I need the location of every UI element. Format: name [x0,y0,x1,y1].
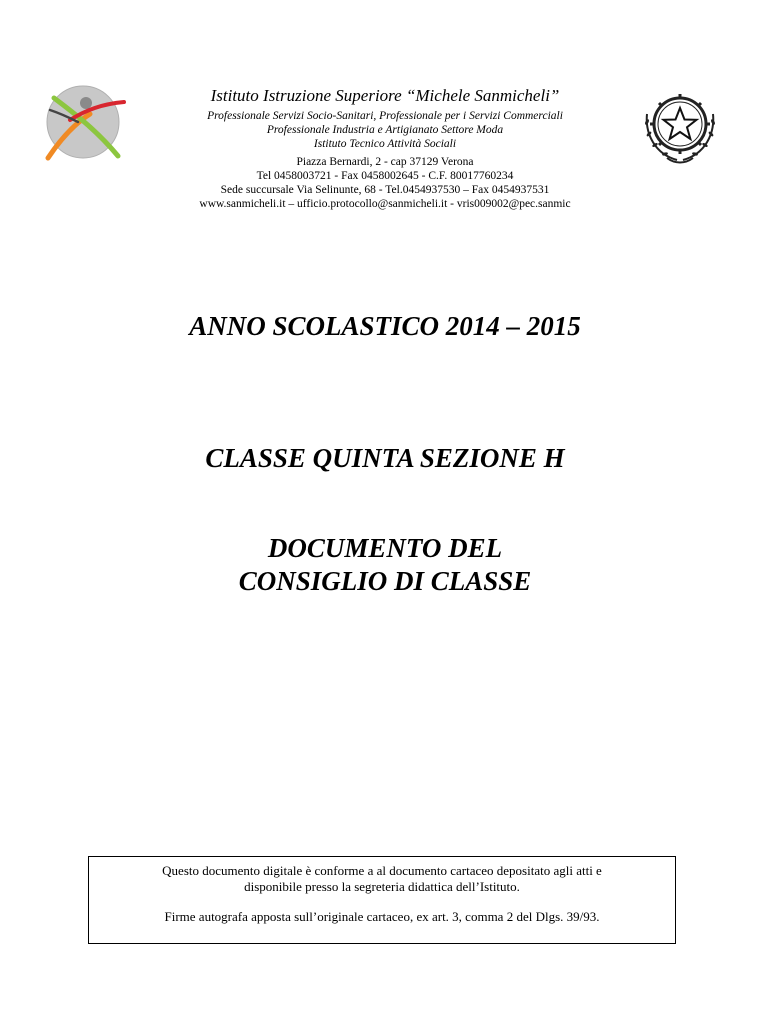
school-branch-line: Professionale Servizi Socio-Sanitari, Professionale per i Servizi Commerciali [207,110,563,123]
school-phone-fax: Tel 0458003721 - Fax 0458002645 - C.F. 80017760234 [256,170,514,183]
school-header [140,86,630,211]
class-title: CLASSE QUINTA SEZIONE H [205,443,565,473]
school-branch-line: Istituto Tecnico Attività Sociali [313,138,457,151]
document-title-line1: DOCUMENTO DEL [267,533,503,563]
notice-line-1: Questo documento digitale è conforme a al documento cartaceo depositato agli atti e [162,863,602,878]
notice-line-3: Firme autografa apposta sull’originale cartaceo, ex art. 3, comma 2 del Dlgs. 39/93. [164,909,600,924]
school-branch-address: Sede succursale Via Selinunte, 68 - Tel.0454937530 – Fax 0454937531 [220,184,550,197]
notice-line-2: disponibile presso la segreteria didattica dell’Istituto. [244,879,520,894]
conformity-notice-box [88,856,676,944]
school-name: Istituto Istruzione Superiore “Michele Sanmicheli” [210,86,560,105]
school-branch-line: Professionale Industria e Artigianato Settore Moda [266,124,504,137]
document-title-line2: CONSIGLIO DI CLASSE [238,566,532,596]
school-address: Piazza Bernardi, 2 - cap 37129 Verona [296,156,474,169]
school-year-title: ANNO SCOLASTICO 2014 – 2015 [189,311,581,341]
republic-emblem-icon [641,84,719,164]
school-web-email: www.sanmicheli.it – ufficio.protocollo@sanmicheli.it - vris009002@pec.sanmic [199,198,571,211]
school-logo-icon [40,84,128,164]
